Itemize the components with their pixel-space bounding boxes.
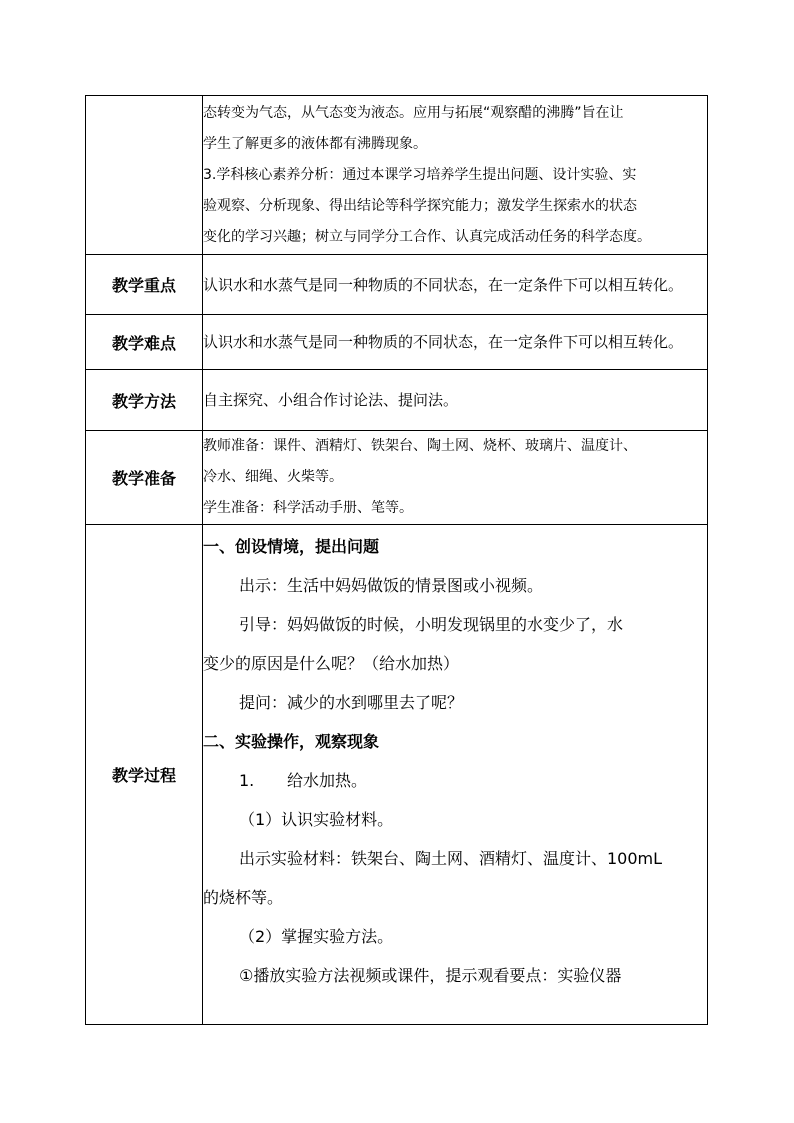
prep-label: 教学准备 (86, 431, 203, 525)
process-line: 引导：妈妈做饭的时候，小明发现锅里的水变少了，水 (239, 615, 624, 634)
analysis-line: 变化的学习兴趣；树立与同学分工合作、认真完成活动任务的科学态度。 (203, 228, 651, 245)
table-row (86, 315, 708, 370)
prep-line: 冷水、细绳、火柴等。 (203, 469, 343, 485)
table-row (86, 431, 708, 525)
table-row (86, 255, 708, 315)
process-label: 教学过程 (86, 525, 203, 1025)
analysis-line: 验观察、分析现象、得出结论等科学探究能力；激发学生探索水的状态 (203, 197, 637, 214)
section-heading: 一、创设情境，提出问题 (203, 537, 380, 556)
prep-line: 教师准备：课件、酒精灯、铁架台、陶土网、烧杯、玻璃片、温度计、 (203, 438, 637, 454)
prep-line: 学生准备：科学活动手册、笔等。 (203, 500, 413, 516)
key-point-text: 认识水和水蒸气是同一种物质的不同状态，在一定条件下可以相互转化。 (203, 255, 708, 315)
section-heading: 二、实验操作，观察现象 (203, 732, 380, 751)
method-label: 教学方法 (86, 370, 203, 431)
analysis-line: 学生了解更多的液体都有沸腾现象。 (203, 135, 427, 152)
difficulty-text: 认识水和水蒸气是同一种物质的不同状态，在一定条件下可以相互转化。 (203, 315, 708, 370)
difficulty-label: 教学难点 (86, 315, 203, 370)
empty-label-cell (86, 96, 203, 255)
table-row (86, 96, 708, 255)
process-line: 出示：生活中妈妈做饭的情景图或小视频。 (239, 576, 544, 595)
analysis-line: 3.学科核心素养分析：通过本课学习培养学生提出问题、设计实验、实 (203, 166, 637, 183)
table-row (86, 525, 708, 1025)
process-cell (203, 525, 708, 1025)
process-step (203, 761, 707, 800)
analysis-cell (203, 96, 708, 255)
process-line: 变少的原因是什么呢？（给水加热） (203, 654, 460, 673)
step-number: 1. (239, 771, 255, 790)
lesson-plan-table (85, 95, 708, 1025)
process-line: （1）认识实验材料。 (239, 810, 394, 829)
process-line: 出示实验材料：铁架台、陶土网、酒精灯、温度计、100mL (239, 849, 663, 868)
process-line: 提问：减少的水到哪里去了呢？ (239, 693, 464, 712)
step-text: 给水加热。 (287, 771, 368, 790)
process-line: （2）掌握实验方法。 (239, 927, 394, 946)
method-text: 自主探究、小组合作讨论法、提问法。 (203, 370, 708, 431)
analysis-line: 态转变为气态，从气态变为液态。应用与拓展“观察醋的沸腾”旨在让 (203, 104, 624, 121)
key-point-label: 教学重点 (86, 255, 203, 315)
prep-cell (203, 431, 708, 525)
table-row (86, 370, 708, 431)
process-line: ①播放实验方法视频或课件，提示观看要点：实验仪器 (239, 966, 622, 985)
process-line: 的烧杯等。 (203, 888, 284, 907)
